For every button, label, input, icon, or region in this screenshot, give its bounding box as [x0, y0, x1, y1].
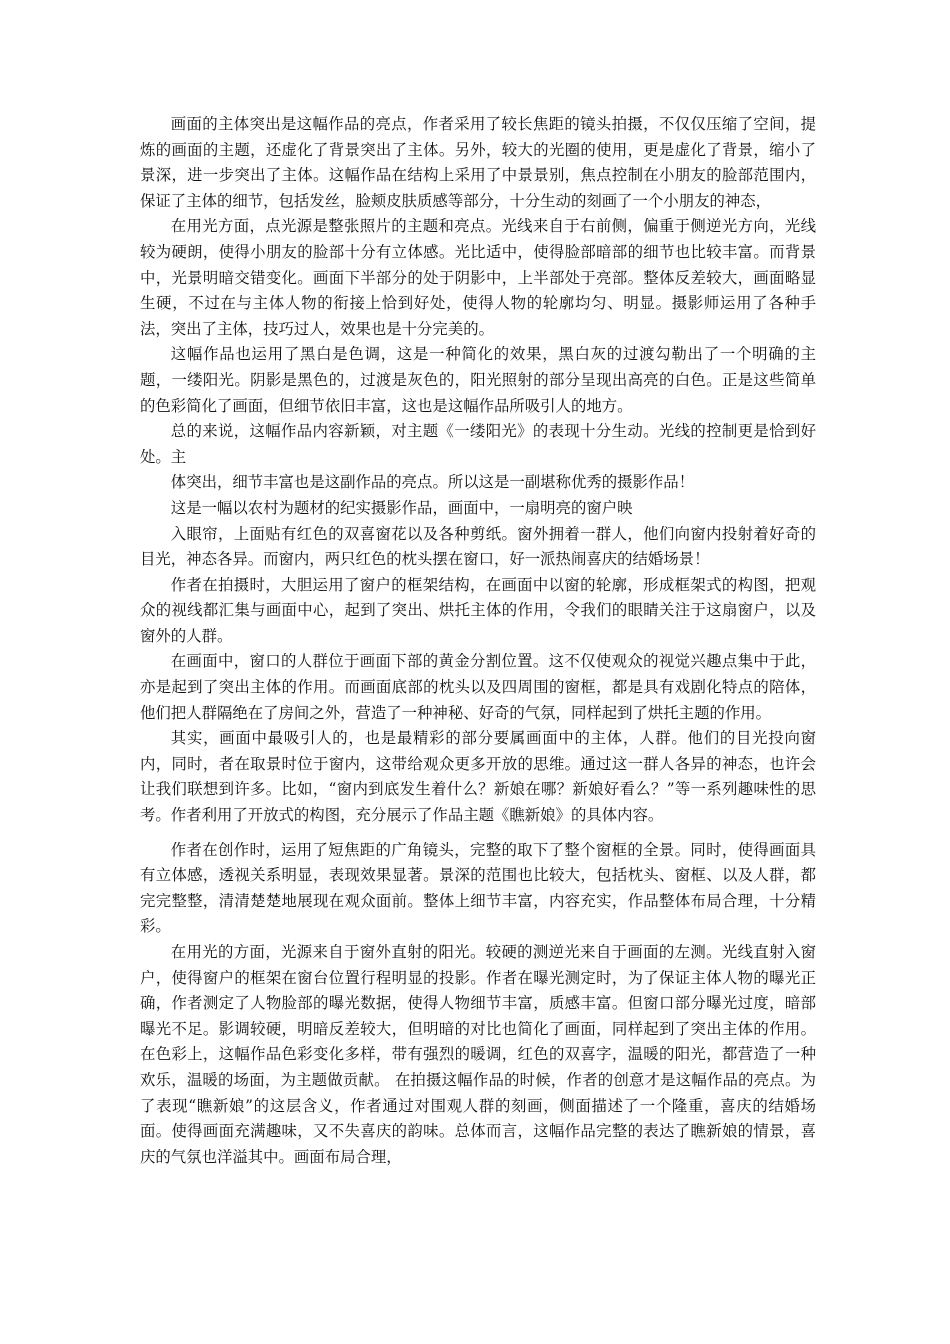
- paragraph-3: 这幅作品也运用了黑白是色调，这是一种简化的效果，黑白灰的过渡勾勒出了一个明确的主题，一缕阳光。阴影是黑色的，过渡是灰色的，阳光照射的部分呈现出高亮的白色。正是这些简单的色彩简化了画面，但细节依旧丰富，这也是这幅作品所吸引人的地方。: [140, 345, 816, 415]
- paragraph-4: 总的来说，这幅作品内容新颖，对主题《一缕阳光》的表现十分生动。光线的控制更是恰到好处。主: [140, 422, 816, 466]
- paragraph-1: 画面的主体突出是这幅作品的亮点，作者采用了较长焦距的镜头拍摄，不仅仅压缩了空间，提炼的画面的主题，还虚化了背景突出了主体。另外，较大的光圈的使用，更是虚化了背景，缩小了景深，进一步突出了主体。这幅作品在结构上采用了中景景别，焦点控制在小朋友的脸部范围内，保证了主体的细节，包括发丝，脸颊皮肤质感等部分，十分生动的刻画了一个小朋友的神态，: [140, 115, 816, 210]
- paragraph-7: 入眼帘，上面贴有红色的双喜窗花以及各种剪纸。窗外拥着一群人，他们向窗内投射着好奇的目光，神态各异。而窗内，两只红色的枕头摆在窗口，好一派热闹喜庆的结婚场景！: [140, 524, 816, 569]
- paragraph-8: 作者在拍摄时，大胆运用了窗户的框架结构，在画面中以窗的轮廓，形成框架式的构图，把观众的视线都汇集与画面中心，起到了突出、烘托主体的作用，令我们的眼睛关注于这扇窗户，以及窗外的人群。: [140, 575, 816, 645]
- paragraph-2: 在用光方面，点光源是整张照片的主题和亮点。光线来自于右前侧，偏重于侧逆光方向，光线较为硬朗，使得小朋友的脸部十分有立体感。光比适中，使得脸部暗部的细节也比较丰富。而背景中，光景明暗交错变化。画面下半部分的处于阴影中，上半部处于亮部。整体反差较大，画面略显生硬，不过在与主体人物的衔接上恰到好处，使得人物的轮廓均匀、明显。摄影师运用了各种手法，突出了主体，技巧过人，效果也是十分完美的。: [140, 217, 816, 338]
- paragraph-11: 作者在创作时，运用了短焦距的广角镜头，完整的取下了整个窗框的全景。同时，使得画面具有立体感，透视关系明显，表现效果显著。景深的范围也比较大，包括枕头、窗框、以及人群，都完完整整，清清楚楚地展现在观众面前。整体上细节丰富，内容充实，作品整体布局合理，十分精彩。: [140, 840, 816, 936]
- paragraph-12: 在用光的方面，光源来自于窗外直射的阳光。较硬的测逆光来自于画面的左测。光线直射入窗户，使得窗户的框架在窗台位置行程明显的投影。作者在曝光测定时，为了保证主体人物的曝光正确，作者测定了人物脸部的曝光数据，使得人物细节丰富，质感丰富。但窗口部分曝光过度，暗部曝光不足。影调较硬，明暗反差较大，但明暗的对比也简化了画面，同样起到了突出主体的作用。在色彩上，这幅作品色彩变化多样，带有强烈的暖调，红色的双喜字，温暖的阳光，都营造了一种欢乐，温暖的场面，为主题做贡献。 在拍摄这幅作品的时候，作者的创意才是这幅作品的亮点。为了表现“瞧新娘”的这层含义，作者通过对围观人群的刻画，侧面描述了一个隆重，喜庆的结婚场面。使得画面充满趣味，又不失喜庆的韵味。总体而言，这幅作品完整的表达了瞧新娘的情景，喜庆的气氛也洋溢其中。画面布局合理，: [140, 943, 816, 1166]
- paragraph-5: 体突出，细节丰富也是这副作品的亮点。所以这是一副堪称优秀的摄影作品！: [170, 473, 695, 492]
- document-body: [140, 112, 816, 1170]
- paragraph-6: 这是一幅以农村为题材的纪实摄影作品，画面中，一扇明亮的窗户映: [170, 498, 633, 517]
- paragraph-10: 其实，画面中最吸引人的，也是最精彩的部分要属画面中的主体，人群。他们的目光投向窗内，同时，者在取景时位于窗内，这带给观众更多开放的思维。通过这一群人各异的神态，也许会让我们联想到许多。比如，“窗内到底发生着什么？新娘在哪？新娘好看么？”等一系列趣味性的思考。作者利用了开放式的构图，充分展示了作品主题《瞧新娘》的具体内容。: [140, 729, 816, 825]
- paragraph-9: 在画面中，窗口的人群位于画面下部的黄金分割位置。这不仅使观众的视觉兴趣点集中于此，亦是起到了突出主体的作用。而画面底部的枕头以及四周围的窗框，都是具有戏剧化特点的陪体，他们把人群隔绝在了房间之外，营造了一种神秘、好奇的气氛，同样起到了烘托主题的作用。: [140, 652, 816, 722]
